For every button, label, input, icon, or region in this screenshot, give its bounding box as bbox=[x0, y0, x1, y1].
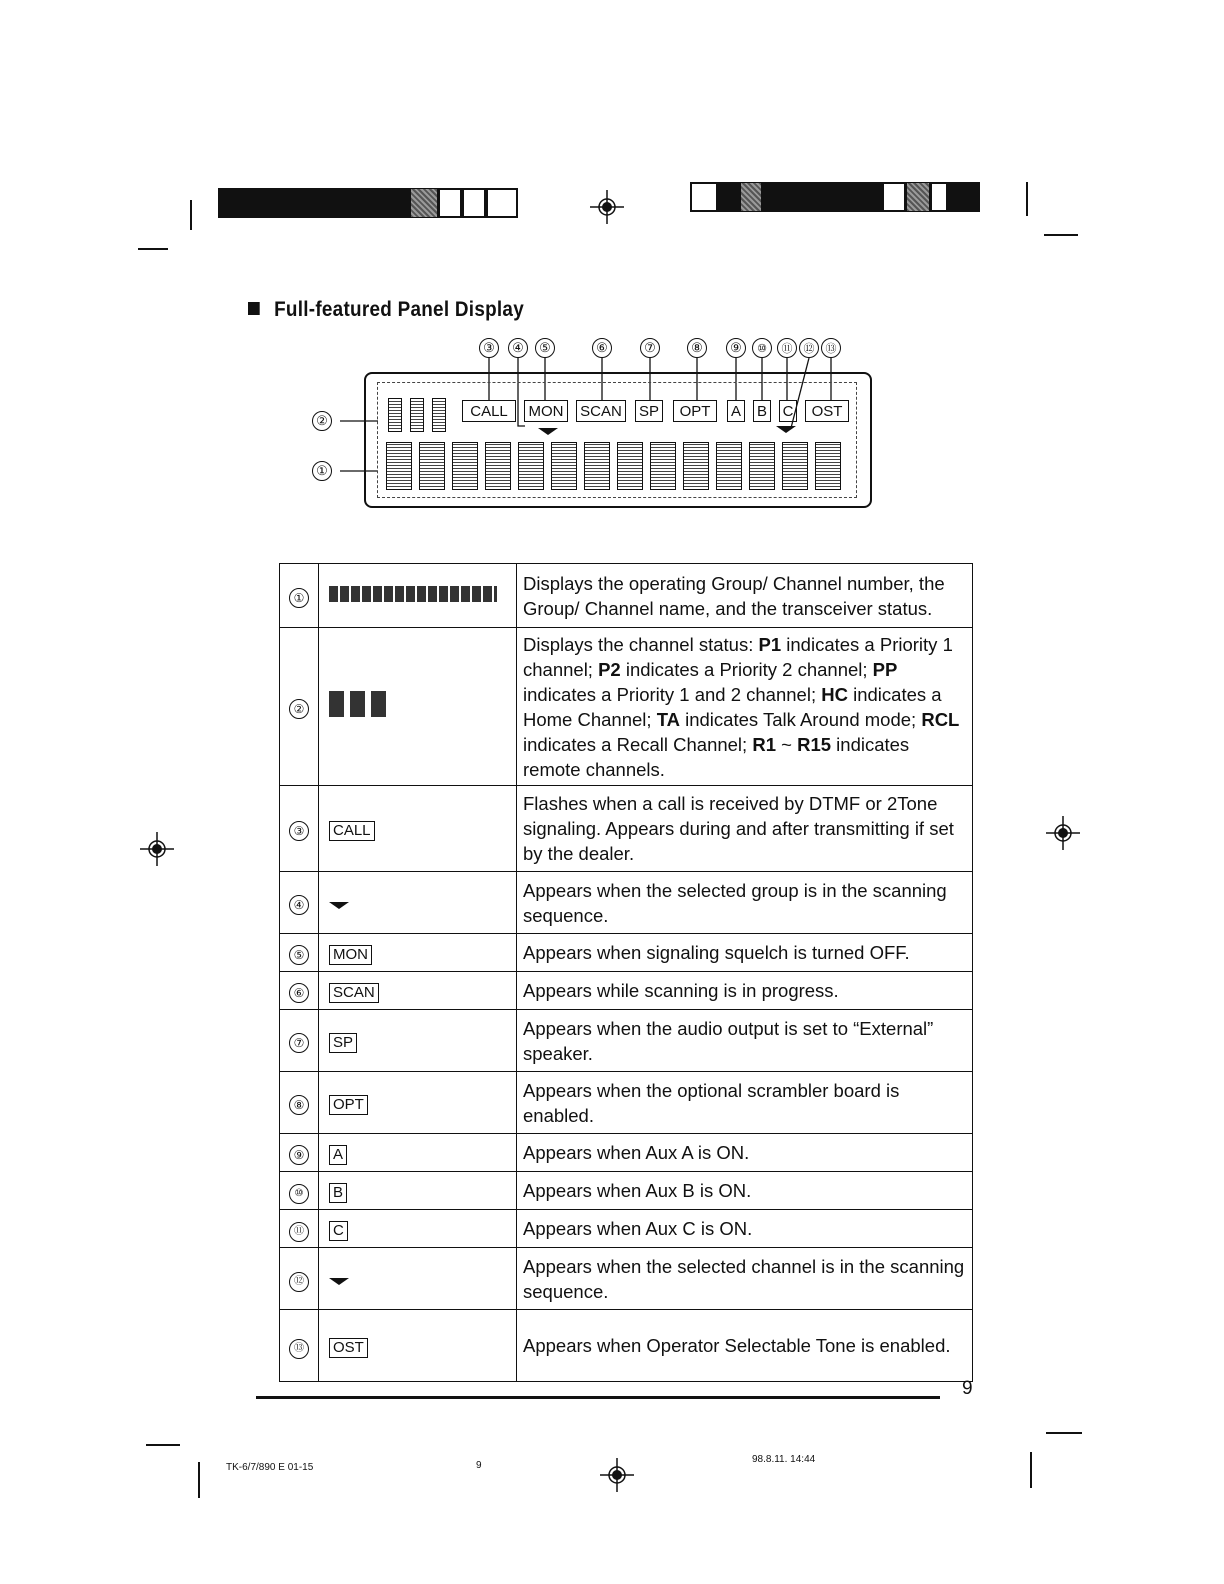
callout-9: ⑨ bbox=[726, 338, 746, 358]
table-row bbox=[280, 628, 973, 786]
segment-strip-icon bbox=[329, 586, 497, 602]
row-description: Appears when Operator Selectable Tone is enabled. bbox=[517, 1310, 973, 1382]
callout-7: ⑦ bbox=[640, 338, 660, 358]
crop-mark bbox=[138, 248, 168, 250]
c-symbol: C bbox=[329, 1221, 348, 1241]
status-segment bbox=[410, 398, 424, 432]
row-description: Appears when signaling squelch is turned OFF. bbox=[517, 934, 973, 972]
crop-mark bbox=[1026, 182, 1028, 216]
row-number: ⑫ bbox=[289, 1272, 309, 1292]
mon-indicator: MON bbox=[524, 400, 568, 422]
footer-center: 9 bbox=[476, 1460, 482, 1471]
registration-target-icon bbox=[140, 832, 174, 866]
table-row bbox=[280, 934, 973, 972]
callout-10: ⑩ bbox=[752, 338, 772, 358]
opt-indicator: OPT bbox=[673, 400, 717, 422]
indicator-description-table bbox=[279, 563, 973, 1382]
row-number: ⑧ bbox=[289, 1095, 309, 1115]
page-number: 9 bbox=[962, 1378, 973, 1399]
row-description: Flashes when a call is received by DTMF or 2Tone signaling. Appears during and after transmitting if set by the dealer. bbox=[517, 786, 973, 872]
row-description: Appears while scanning is in progress. bbox=[517, 972, 973, 1010]
row-number: ① bbox=[289, 588, 309, 608]
row-number: ② bbox=[289, 699, 309, 719]
footer-left: TK-6/7/890 E 01-15 bbox=[226, 1462, 314, 1473]
call-symbol: CALL bbox=[329, 821, 375, 841]
row-number: ⑩ bbox=[289, 1184, 309, 1204]
callout-8: ⑧ bbox=[687, 338, 707, 358]
section-title: Full-featured Panel Display bbox=[248, 298, 524, 322]
table-row bbox=[280, 564, 973, 628]
crop-mark bbox=[1046, 1432, 1082, 1434]
character-segment bbox=[584, 442, 610, 490]
callout-4: ④ bbox=[508, 338, 528, 358]
c-indicator: C bbox=[779, 400, 797, 422]
crop-mark bbox=[146, 1444, 180, 1446]
character-segment bbox=[419, 442, 445, 490]
crop-mark bbox=[1044, 234, 1078, 236]
bottom-rule bbox=[256, 1396, 940, 1399]
table-row bbox=[280, 972, 973, 1010]
row-number: ③ bbox=[289, 821, 309, 841]
callout-11: ⑪ bbox=[777, 338, 797, 358]
status-segments-icon bbox=[329, 691, 389, 717]
row-description: Appears when Aux C is ON. bbox=[517, 1210, 973, 1248]
ost-symbol: OST bbox=[329, 1338, 368, 1358]
row-description: Appears when the audio output is set to “External” speaker. bbox=[517, 1010, 973, 1072]
status-segment bbox=[388, 398, 402, 432]
row-number: ④ bbox=[289, 895, 309, 915]
row-number: ⑨ bbox=[289, 1145, 309, 1165]
character-segment bbox=[551, 442, 577, 490]
row-number: ⑬ bbox=[289, 1339, 309, 1359]
table-row bbox=[280, 1072, 973, 1134]
character-segment bbox=[518, 442, 544, 490]
row-number: ⑤ bbox=[289, 945, 309, 965]
row-description: Appears when the selected group is in the scanning sequence. bbox=[517, 872, 973, 934]
a-symbol: A bbox=[329, 1145, 347, 1165]
channel-scan-arrow-icon bbox=[776, 426, 796, 433]
sp-symbol: SP bbox=[329, 1033, 357, 1053]
b-indicator: B bbox=[753, 400, 771, 422]
b-symbol: B bbox=[329, 1183, 347, 1203]
table-row bbox=[280, 1310, 973, 1382]
row-number: ⑥ bbox=[289, 983, 309, 1003]
callout-1: ① bbox=[312, 461, 332, 481]
scan-indicator: SCAN bbox=[576, 400, 626, 422]
bullet-square-icon bbox=[248, 302, 260, 315]
row-number: ⑦ bbox=[289, 1033, 309, 1053]
row-description: Appears when Aux A is ON. bbox=[517, 1134, 973, 1172]
character-segment bbox=[617, 442, 643, 490]
row-description: Appears when the selected channel is in the scanning sequence. bbox=[517, 1248, 973, 1310]
table-row bbox=[280, 1210, 973, 1248]
character-segment bbox=[650, 442, 676, 490]
channel-scan-arrow-icon bbox=[329, 1278, 349, 1285]
callout-13: ⑬ bbox=[821, 338, 841, 358]
ost-indicator: OST bbox=[805, 400, 849, 422]
status-segment bbox=[432, 398, 446, 432]
character-segment bbox=[386, 442, 412, 490]
table-row bbox=[280, 1134, 973, 1172]
registration-target-icon bbox=[590, 190, 624, 224]
opt-symbol: OPT bbox=[329, 1095, 368, 1115]
group-scan-arrow-icon bbox=[538, 428, 558, 435]
row-description: Appears when Aux B is ON. bbox=[517, 1172, 973, 1210]
character-segment bbox=[683, 442, 709, 490]
row-number: ⑪ bbox=[289, 1222, 309, 1242]
crop-mark bbox=[1030, 1452, 1032, 1488]
registration-bar-right bbox=[690, 182, 980, 212]
character-segment bbox=[782, 442, 808, 490]
callout-3: ③ bbox=[479, 338, 499, 358]
character-segment bbox=[716, 442, 742, 490]
character-segment bbox=[815, 442, 841, 490]
callout-2: ② bbox=[312, 411, 332, 431]
registration-bar-left bbox=[218, 188, 518, 218]
callout-12: ⑫ bbox=[799, 338, 819, 358]
row-description: Appears when the optional scrambler board is enabled. bbox=[517, 1072, 973, 1134]
table-row bbox=[280, 1010, 973, 1072]
footer-right: 98.8.11. 14:44 bbox=[752, 1454, 816, 1465]
table-row bbox=[280, 1248, 973, 1310]
crop-mark bbox=[190, 200, 192, 230]
row-description: Displays the operating Group/ Channel number, the Group/ Channel name, and the transceiver status. bbox=[517, 564, 973, 628]
group-scan-arrow-icon bbox=[329, 902, 349, 909]
scan-symbol: SCAN bbox=[329, 983, 379, 1003]
table-row bbox=[280, 786, 973, 872]
callout-6: ⑥ bbox=[592, 338, 612, 358]
mon-symbol: MON bbox=[329, 945, 372, 965]
table-row bbox=[280, 1172, 973, 1210]
character-segment bbox=[485, 442, 511, 490]
crop-mark bbox=[198, 1462, 200, 1498]
table-row bbox=[280, 872, 973, 934]
a-indicator: A bbox=[727, 400, 745, 422]
registration-target-icon bbox=[600, 1458, 634, 1492]
sp-indicator: SP bbox=[635, 400, 663, 422]
character-segment bbox=[452, 442, 478, 490]
call-indicator: CALL bbox=[462, 400, 516, 422]
registration-target-icon bbox=[1046, 816, 1080, 850]
callout-5: ⑤ bbox=[535, 338, 555, 358]
character-segment bbox=[749, 442, 775, 490]
row-description: Displays the channel status: P1 indicates a Priority 1 channel; P2 indicates a Priority 2 channel; PP indicates a Priority 1 and 2 channel; HC indicates a Home Channel; TA indicates Talk Around mode; RCL indicates a Recall Channel; R1 ~ R15 indicates remote channels. bbox=[517, 628, 973, 786]
